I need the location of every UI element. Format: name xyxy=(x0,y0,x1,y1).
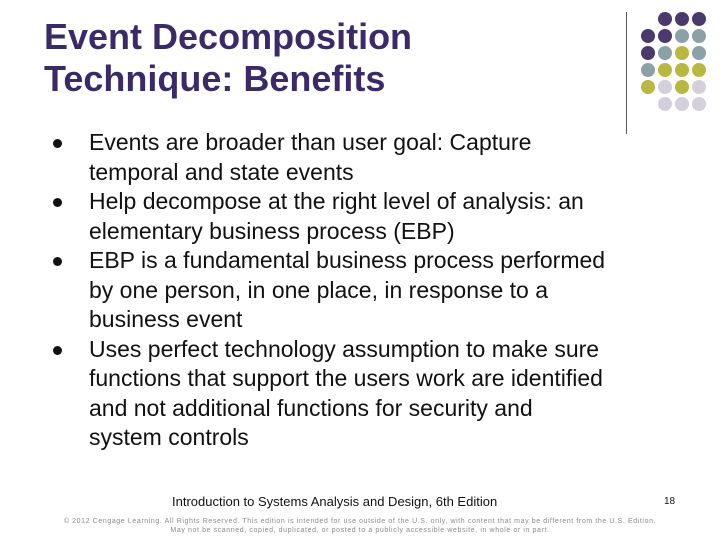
decorative-dot xyxy=(692,63,706,77)
bullet-item xyxy=(46,187,686,246)
decorative-dot xyxy=(692,97,706,111)
decorative-dot xyxy=(658,12,672,26)
decorative-dot xyxy=(675,12,689,26)
slide-title-line-2: Technique: Benefits xyxy=(44,58,386,99)
decorative-dot xyxy=(641,80,655,94)
bullet-line: EBP is a fundamental business process performed xyxy=(89,247,606,273)
copyright-line-1: © 2012 Cengage Learning. All Rights Reserved. This edition is intended for use outside of the U.S. only, with content that may be different from the U.S. Edition. xyxy=(63,518,657,525)
bullet-text xyxy=(89,335,686,453)
decorative-dot xyxy=(675,63,689,77)
decorative-dot xyxy=(658,80,672,94)
decorative-dot xyxy=(641,29,655,43)
decorative-dot xyxy=(658,46,672,60)
decorative-dot xyxy=(658,63,672,77)
bullet-dot-icon xyxy=(53,257,62,266)
copyright-notice xyxy=(0,517,720,535)
copyright-line-2: May not be scanned, copied, duplicated, or posted to a publicly accessible website, in whole or in part. xyxy=(170,527,550,534)
bullet-line: functions that support the users work are identified xyxy=(89,365,603,391)
decorative-dot xyxy=(675,97,689,111)
bullet-text xyxy=(89,246,686,335)
bullet-item xyxy=(46,335,686,453)
slide-title-line-1: Event Decomposition xyxy=(44,16,413,57)
page-number: 18 xyxy=(664,496,676,507)
bullet-dot-icon xyxy=(53,139,62,148)
bullet-line: Events are broader than user goal: Capture xyxy=(89,129,532,155)
bullet-list xyxy=(46,128,686,453)
bullet-item xyxy=(46,128,686,187)
bullet-line: by one person, in one place, in response to a xyxy=(89,276,549,303)
decorative-dot xyxy=(692,12,706,26)
decorative-dot xyxy=(675,29,689,43)
bullet-text xyxy=(89,187,686,246)
bullet-line: Help decompose at the right level of analysis: an xyxy=(89,188,584,214)
decorative-dot xyxy=(675,80,689,94)
decorative-dot xyxy=(692,46,706,60)
decorative-dot-grid xyxy=(638,10,718,122)
footer-book-title: Introduction to Systems Analysis and Design, 6th Edition xyxy=(172,494,498,509)
vertical-divider xyxy=(626,12,627,134)
bullet-dot-icon xyxy=(53,198,62,207)
slide-title xyxy=(44,16,604,100)
bullet-line: and not additional functions for security and xyxy=(89,394,533,421)
bullet-line: business event xyxy=(89,306,243,332)
bullet-dot-icon xyxy=(53,346,62,355)
decorative-dot xyxy=(675,46,689,60)
decorative-dot xyxy=(658,29,672,43)
decorative-dot xyxy=(692,80,706,94)
bullet-text xyxy=(89,128,686,187)
bullet-line: Uses perfect technology assumption to make sure xyxy=(89,335,600,362)
bullet-item xyxy=(46,246,686,335)
bullet-line: temporal and state events xyxy=(89,158,354,185)
bullet-line: system controls xyxy=(89,424,249,450)
bullet-line: elementary business process (EBP) xyxy=(89,217,455,244)
decorative-dot xyxy=(641,63,655,77)
decorative-dot xyxy=(692,29,706,43)
decorative-dot xyxy=(658,97,672,111)
decorative-dot xyxy=(641,46,655,60)
